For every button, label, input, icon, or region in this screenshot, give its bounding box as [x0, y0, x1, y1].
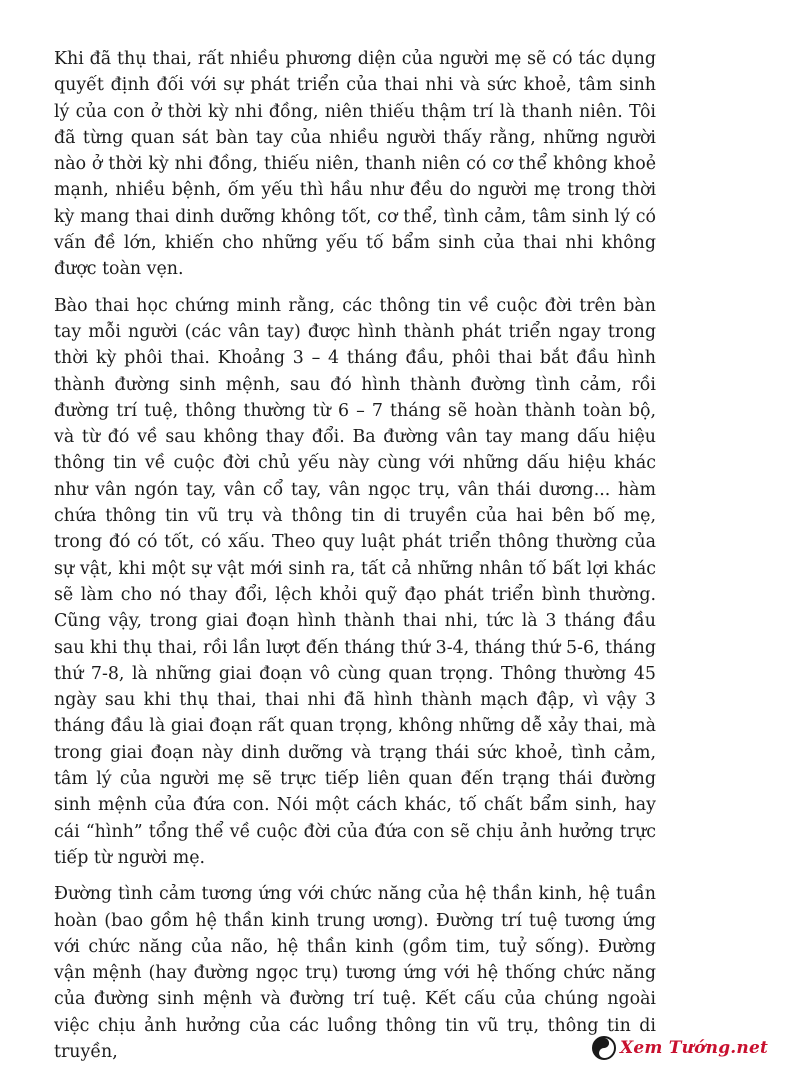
paragraph-3: Đường tình cảm tương ứng với chức năng của hệ thần kinh, hệ tuần hoàn (bao gồm hệ thần kinh trung ương). Đường trí tuệ tương ứng với chức năng của não, hệ thần kinh (gồm tim, tuỷ sống). Đường vận mệnh (hay đường ngọc trụ) tương ứng với hệ thống chức năng của đường sinh mệnh và đường trí tuệ. Kết cấu của chúng ngoài việc chịu ảnh hưởng của các luồng thông tin vũ trụ, thông tin di truyền,: [54, 884, 656, 1062]
paragraph-1: Khi đã thụ thai, rất nhiều phương diện của người mẹ sẽ có tác dụng quyết định đối với sự phát triển của thai nhi và sức khoẻ, tâm sinh lý của con ở thời kỳ nhi đồng, niên thiếu thậm trí là thanh niên. Tôi đã từng quan sát bàn tay của nhiều người thấy rằng, những người nào ở thời kỳ nhi đồng, thiếu niên, thanh niên có cơ thể không khoẻ mạnh, nhiều bệnh, ốm yếu thì hầu như đều do người mẹ trong thời kỳ mang thai dinh dưỡng không tốt, cơ thể, tình cảm, tâm sinh lý có vấn đề lớn, khiến cho những yếu tố bẩm sinh của thai nhi không được toàn vẹn.: [54, 49, 656, 280]
watermark: [592, 1036, 768, 1060]
paragraph-2: Bào thai học chứng minh rằng, các thông tin về cuộc đời trên bàn tay mỗi người (các vân tay) được hình thành phát triển ngay trong thời kỳ phôi thai. Khoảng 3 – 4 tháng đầu, phôi thai bắt đầu hình thành đường sinh mệnh, sau đó hình thành đường tình cảm, rồi đường trí tuệ, thông thường từ 6 – 7 tháng sẽ hoàn thành toàn bộ, và từ đó về sau không thay đổi. Ba đường vân tay mang dấu hiệu thông tin về cuộc đời chủ yếu này cùng với những dấu hiệu khác như vân ngón tay, vân cổ tay, vân ngọc trụ, vân thái dương... hàm chứa thông tin vũ trụ và thông tin di truyền của hai bên bố mẹ, trong đó có tốt, có xấu. Theo quy luật phát triển thông thường của sự vật, khi một sự vật mới sinh ra, tất cả những nhân tố bất lợi khác sẽ làm cho nó thay đổi, lệch khỏi quỹ đạo phát triển bình thường. Cũng vậy, trong giai đoạn hình thành thai nhi, tức là 3 tháng đầu sau khi thụ thai, rồi lần lượt đến tháng thứ 3-4, tháng thứ 5-6, tháng thứ 7-8, là những giai đoạn vô cùng quan trọng. Thông thường 45 ngày sau khi thụ thai, thai nhi đã hình thành mạch đập, vì vậy 3 tháng đầu là giai đoạn rất quan trọng, không những dễ xảy thai, mà trong giai đoạn này dinh dưỡng và trạng thái sức khoẻ, tình cảm, tâm lý của người mẹ sẽ trực tiếp liên quan đến trạng thái đường sinh mệnh của đứa con. Nói một cách khác, tố chất bẩm sinh, hay cái “hình” tổng thể về cuộc đời của đứa con sẽ chịu ảnh hưởng trực tiếp từ người mẹ.: [54, 295, 656, 868]
yin-yang-icon: [592, 1036, 616, 1060]
document-body: [54, 46, 656, 1075]
watermark-text: Xem Tướng.net: [620, 1038, 769, 1058]
